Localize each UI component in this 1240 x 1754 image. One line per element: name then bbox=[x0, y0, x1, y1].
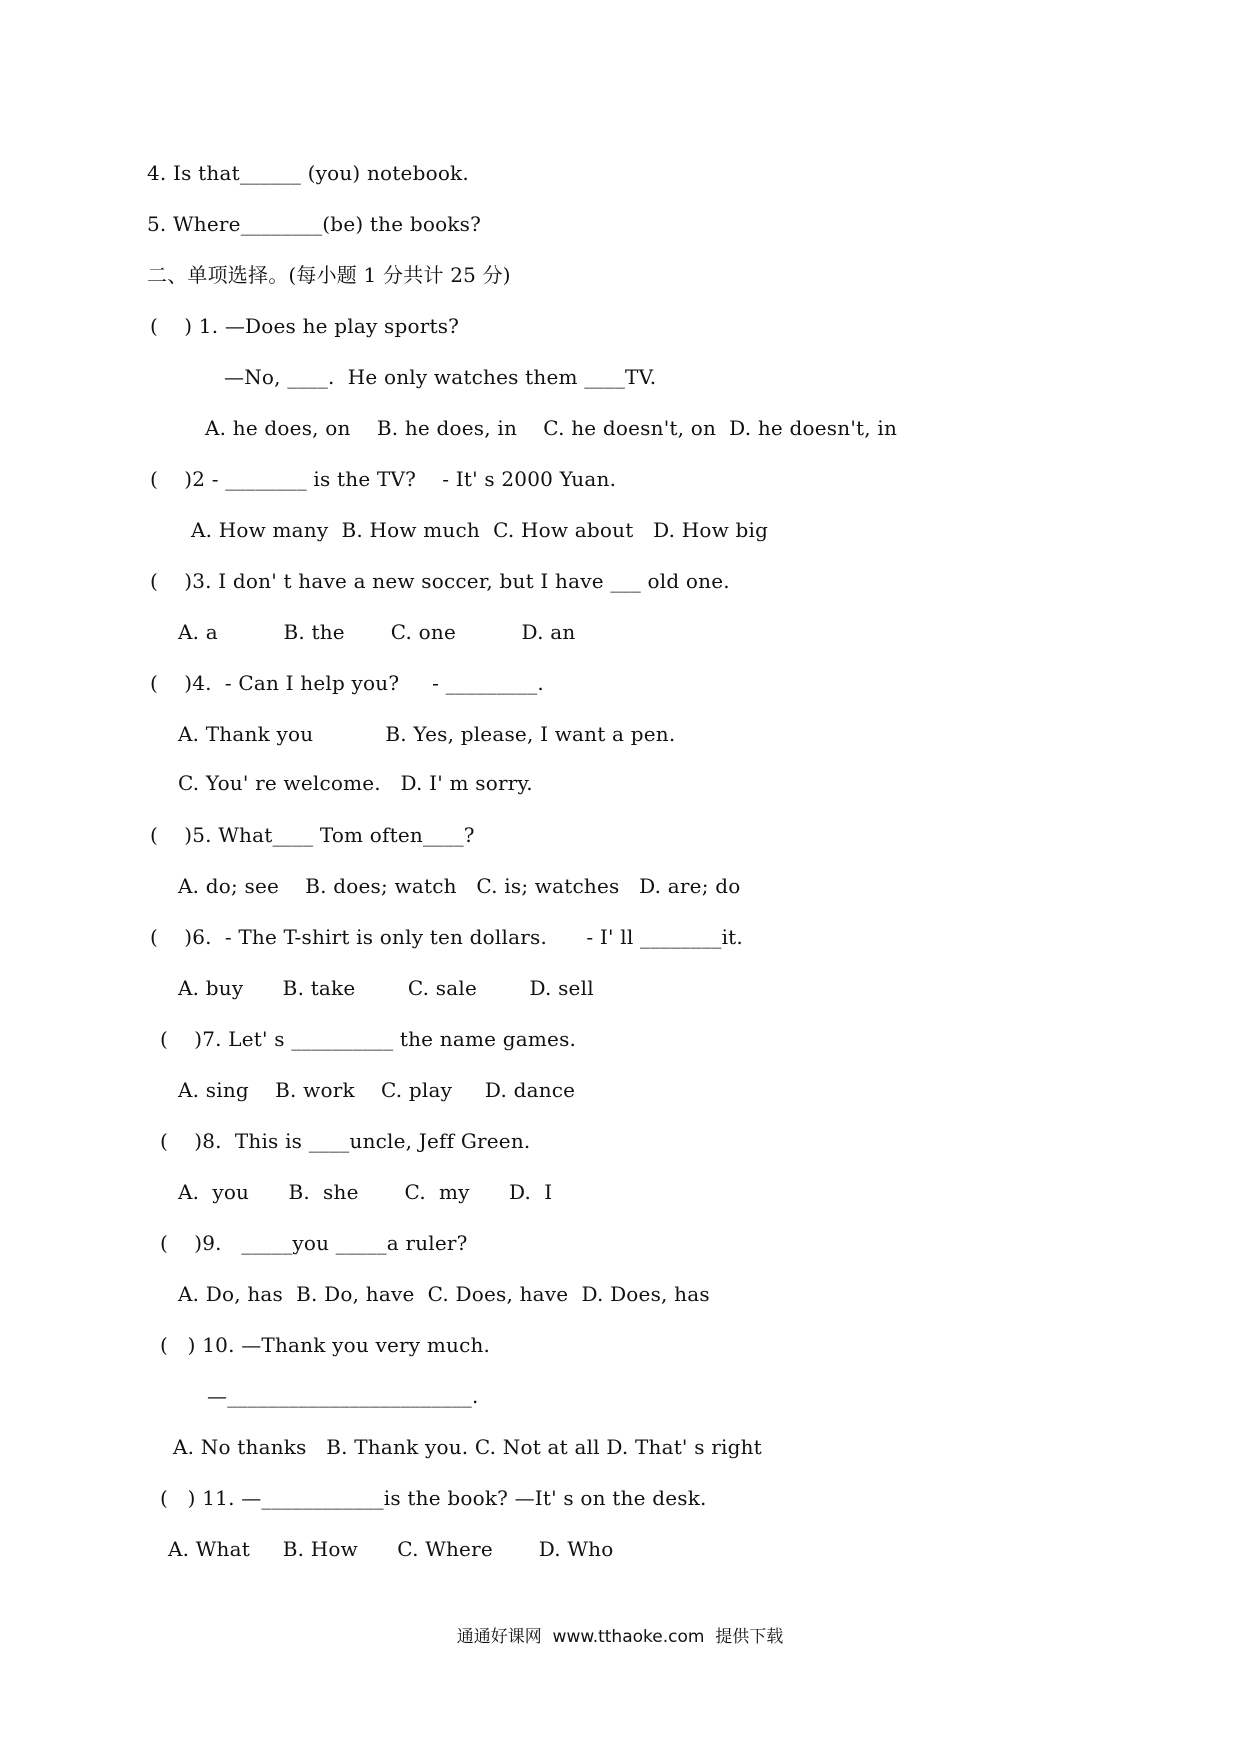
section-heading-multiple-choice: 二、单项选择。(每小题 1 分共计 25 分) bbox=[147, 263, 511, 287]
question-8-options: A. you B. she C. my D. I bbox=[178, 1180, 553, 1204]
question-4-options-1: A. Thank you B. Yes, please, I want a pen. bbox=[178, 722, 676, 746]
page-footer: 通通好课网 www.tthaoke.com 提供下载 bbox=[456, 1627, 784, 1647]
question-8: ( )8. This is ____uncle, Jeff Green. bbox=[160, 1129, 531, 1153]
question-4: ( )4. - Can I help you? - _________. bbox=[150, 671, 544, 695]
question-3: ( )3. I don' t have a new soccer, but I have ___ old one. bbox=[150, 569, 730, 593]
question-9-options: A. Do, has B. Do, have C. Does, have D. Does, has bbox=[178, 1282, 710, 1306]
question-6: ( )6. - The T-shirt is only ten dollars. - I' ll ________it. bbox=[150, 925, 743, 949]
question-2: ( )2 - ________ is the TV? - It' s 2000 Yuan. bbox=[150, 467, 617, 491]
question-9: ( )9. _____you _____a ruler? bbox=[160, 1231, 468, 1255]
question-7: ( )7. Let' s __________ the name games. bbox=[160, 1027, 577, 1051]
question-10-options: A. No thanks B. Thank you. C. Not at all D. That' s right bbox=[173, 1435, 762, 1459]
question-7-options: A. sing B. work C. play D. dance bbox=[178, 1078, 576, 1102]
question-10-answer: —________________________. bbox=[207, 1384, 479, 1408]
question-1-options: A. he does, on B. he does, in C. he doesn't, on D. he doesn't, in bbox=[205, 416, 898, 440]
fill-blank-4: 4. Is that______ (you) notebook. bbox=[147, 161, 469, 185]
question-6-options: A. buy B. take C. sale D. sell bbox=[178, 976, 594, 1000]
question-4-options-2: C. You' re welcome. D. I' m sorry. bbox=[178, 771, 533, 795]
question-1: ( ) 1. —Does he play sports? bbox=[150, 314, 460, 338]
question-2-options: A. How many B. How much C. How about D. How big bbox=[191, 518, 769, 542]
question-11-options: A. What B. How C. Where D. Who bbox=[168, 1537, 614, 1561]
question-11: ( ) 11. —____________is the book? —It' s on the desk. bbox=[160, 1486, 707, 1510]
question-10: ( ) 10. —Thank you very much. bbox=[160, 1333, 491, 1357]
question-1-answer: —No, ____. He only watches them ____TV. bbox=[224, 365, 657, 389]
question-3-options: A. a B. the C. one D. an bbox=[178, 620, 576, 644]
question-5: ( )5. What____ Tom often____? bbox=[150, 823, 475, 847]
fill-blank-5: 5. Where________(be) the books? bbox=[147, 212, 482, 236]
question-5-options: A. do; see B. does; watch C. is; watches D. are; do bbox=[178, 874, 741, 898]
